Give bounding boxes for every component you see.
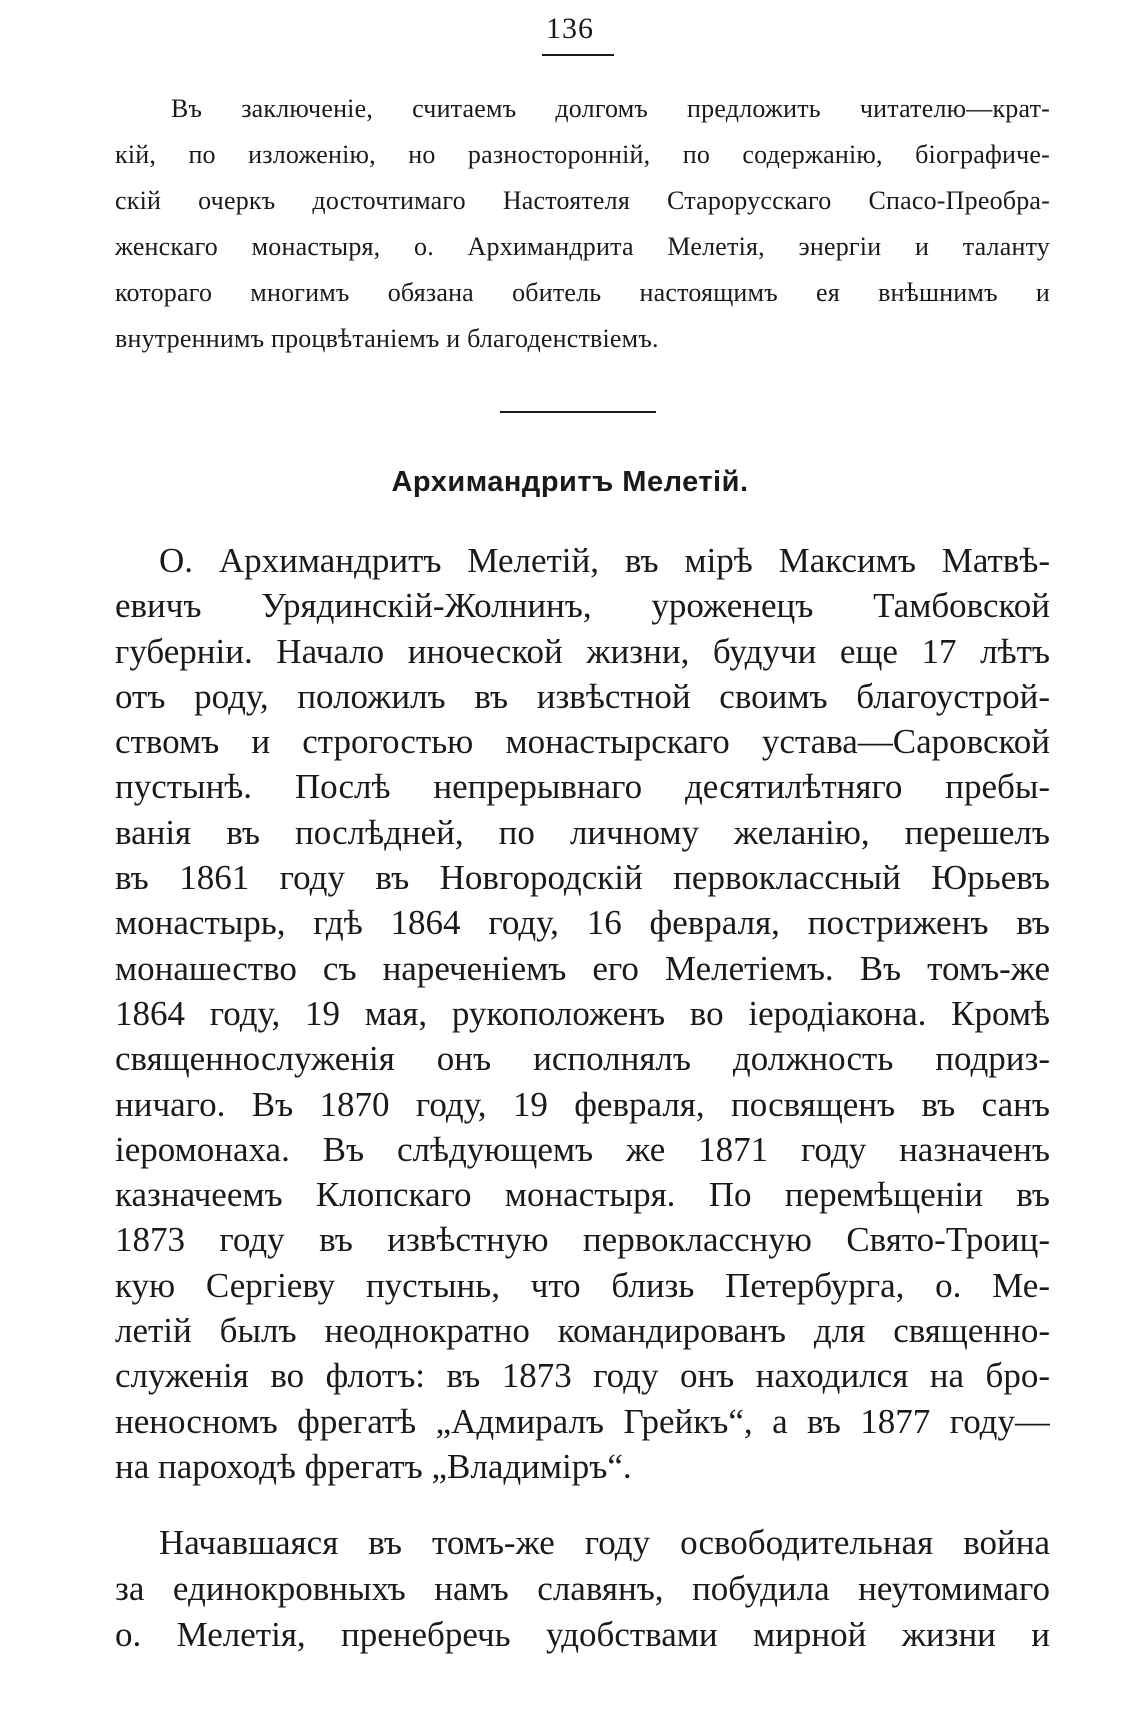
paragraph-line: за единокровныхъ намъ славянъ, побудила неутомимаго	[115, 1569, 1050, 1608]
paragraph-line: ничаго. Въ 1870 году, 19 февраля, посвященъ въ санъ	[115, 1084, 1050, 1124]
paragraph-line: служенія во флотъ: въ 1873 году онъ находился на бро-	[115, 1356, 1050, 1396]
paragraph-line: ствомъ и строгостью монастырскаго устава—Саровской	[115, 722, 1050, 762]
paragraph-line: казначеемъ Клопскаго монастыря. По перемѣщеніи въ	[115, 1175, 1050, 1215]
paragraph-line: монашество съ нареченіемъ его Мелетіемъ. Въ томъ-же	[115, 948, 1050, 988]
paragraph-line: ванія въ послѣдней, по личному желанію, перешелъ	[115, 812, 1050, 852]
page-number-underline	[542, 54, 614, 56]
paragraph-line: неносномъ фрегатѣ „Адмиралъ Грейкъ“, а въ 1877 году—	[115, 1401, 1050, 1441]
paragraph-line: въ 1861 году въ Новгородскій первоклассный Юрьевъ	[115, 858, 1050, 898]
intro-line: кій, по изложенію, но разносторонній, по содержанію, біографиче-	[115, 140, 1050, 169]
paragraph-line: на пароходѣ фрегатъ „Владиміръ“.	[115, 1446, 632, 1486]
paragraph-line: о. Мелетія, пренебречь удобствами мирной жизни и	[115, 1615, 1050, 1654]
paragraph-line: отъ роду, положилъ въ извѣстной своимъ благоустрой-	[115, 676, 1050, 716]
war-paragraph	[115, 1520, 1050, 1658]
paragraph-line: монастырь, гдѣ 1864 году, 16 февраля, постриженъ въ	[115, 903, 1050, 943]
intro-line: женскаго монастыря, о. Архимандрита Мелетія, энергіи и таланту	[115, 232, 1050, 261]
paragraph-line: евичъ Урядинскій-Жолнинъ, уроженецъ Тамбовской	[115, 586, 1050, 626]
biography-paragraph	[115, 538, 1050, 1489]
paragraph-line: О. Архимандритъ Мелетій, въ мірѣ Максимъ Матвѣ-	[159, 541, 1050, 580]
paragraph-line: іеромонаха. Въ слѣдующемъ же 1871 году назначенъ	[115, 1129, 1050, 1169]
section-heading: Архимандритъ Мелетій.	[391, 466, 749, 498]
paragraph-line: 1864 году, 19 мая, рукоположенъ во іеродіакона. Кромѣ	[115, 993, 1050, 1033]
paragraph-line: пустынѣ. Послѣ непрерывнаго десятилѣтняго пребы-	[115, 767, 1050, 807]
intro-line: Въ заключеніе, считаемъ долгомъ предложить читателю—крат-	[171, 94, 1050, 123]
paragraph-line: священнослуженія онъ исполнялъ должность подриз-	[115, 1039, 1050, 1079]
intro-line: котораго многимъ обязана обитель настоящимъ ея внѣшнимъ и	[115, 278, 1050, 307]
paragraph-line: 1873 году въ извѣстную первоклассную Свято-Троиц-	[115, 1220, 1050, 1260]
section-separator	[500, 411, 656, 413]
paragraph-line: кую Сергіеву пустынь, что близь Петербурга, о. Ме-	[115, 1265, 1050, 1305]
paragraph-line: летій былъ неоднократно командированъ для священно-	[115, 1311, 1050, 1351]
intro-paragraph	[115, 86, 1050, 362]
paragraph-line: губерніи. Начало иноческой жизни, будучи еще 17 лѣтъ	[115, 631, 1050, 671]
intro-line: скій очеркъ досточтимаго Настоятеля Старорусскаго Спасо-Преобра-	[115, 186, 1050, 215]
intro-line: внутреннимъ процвѣтаніемъ и благоденствіемъ.	[115, 324, 659, 353]
paragraph-line: Начавшаяся въ томъ-же году освободительная война	[159, 1523, 1050, 1562]
page-number: 136	[546, 12, 594, 45]
